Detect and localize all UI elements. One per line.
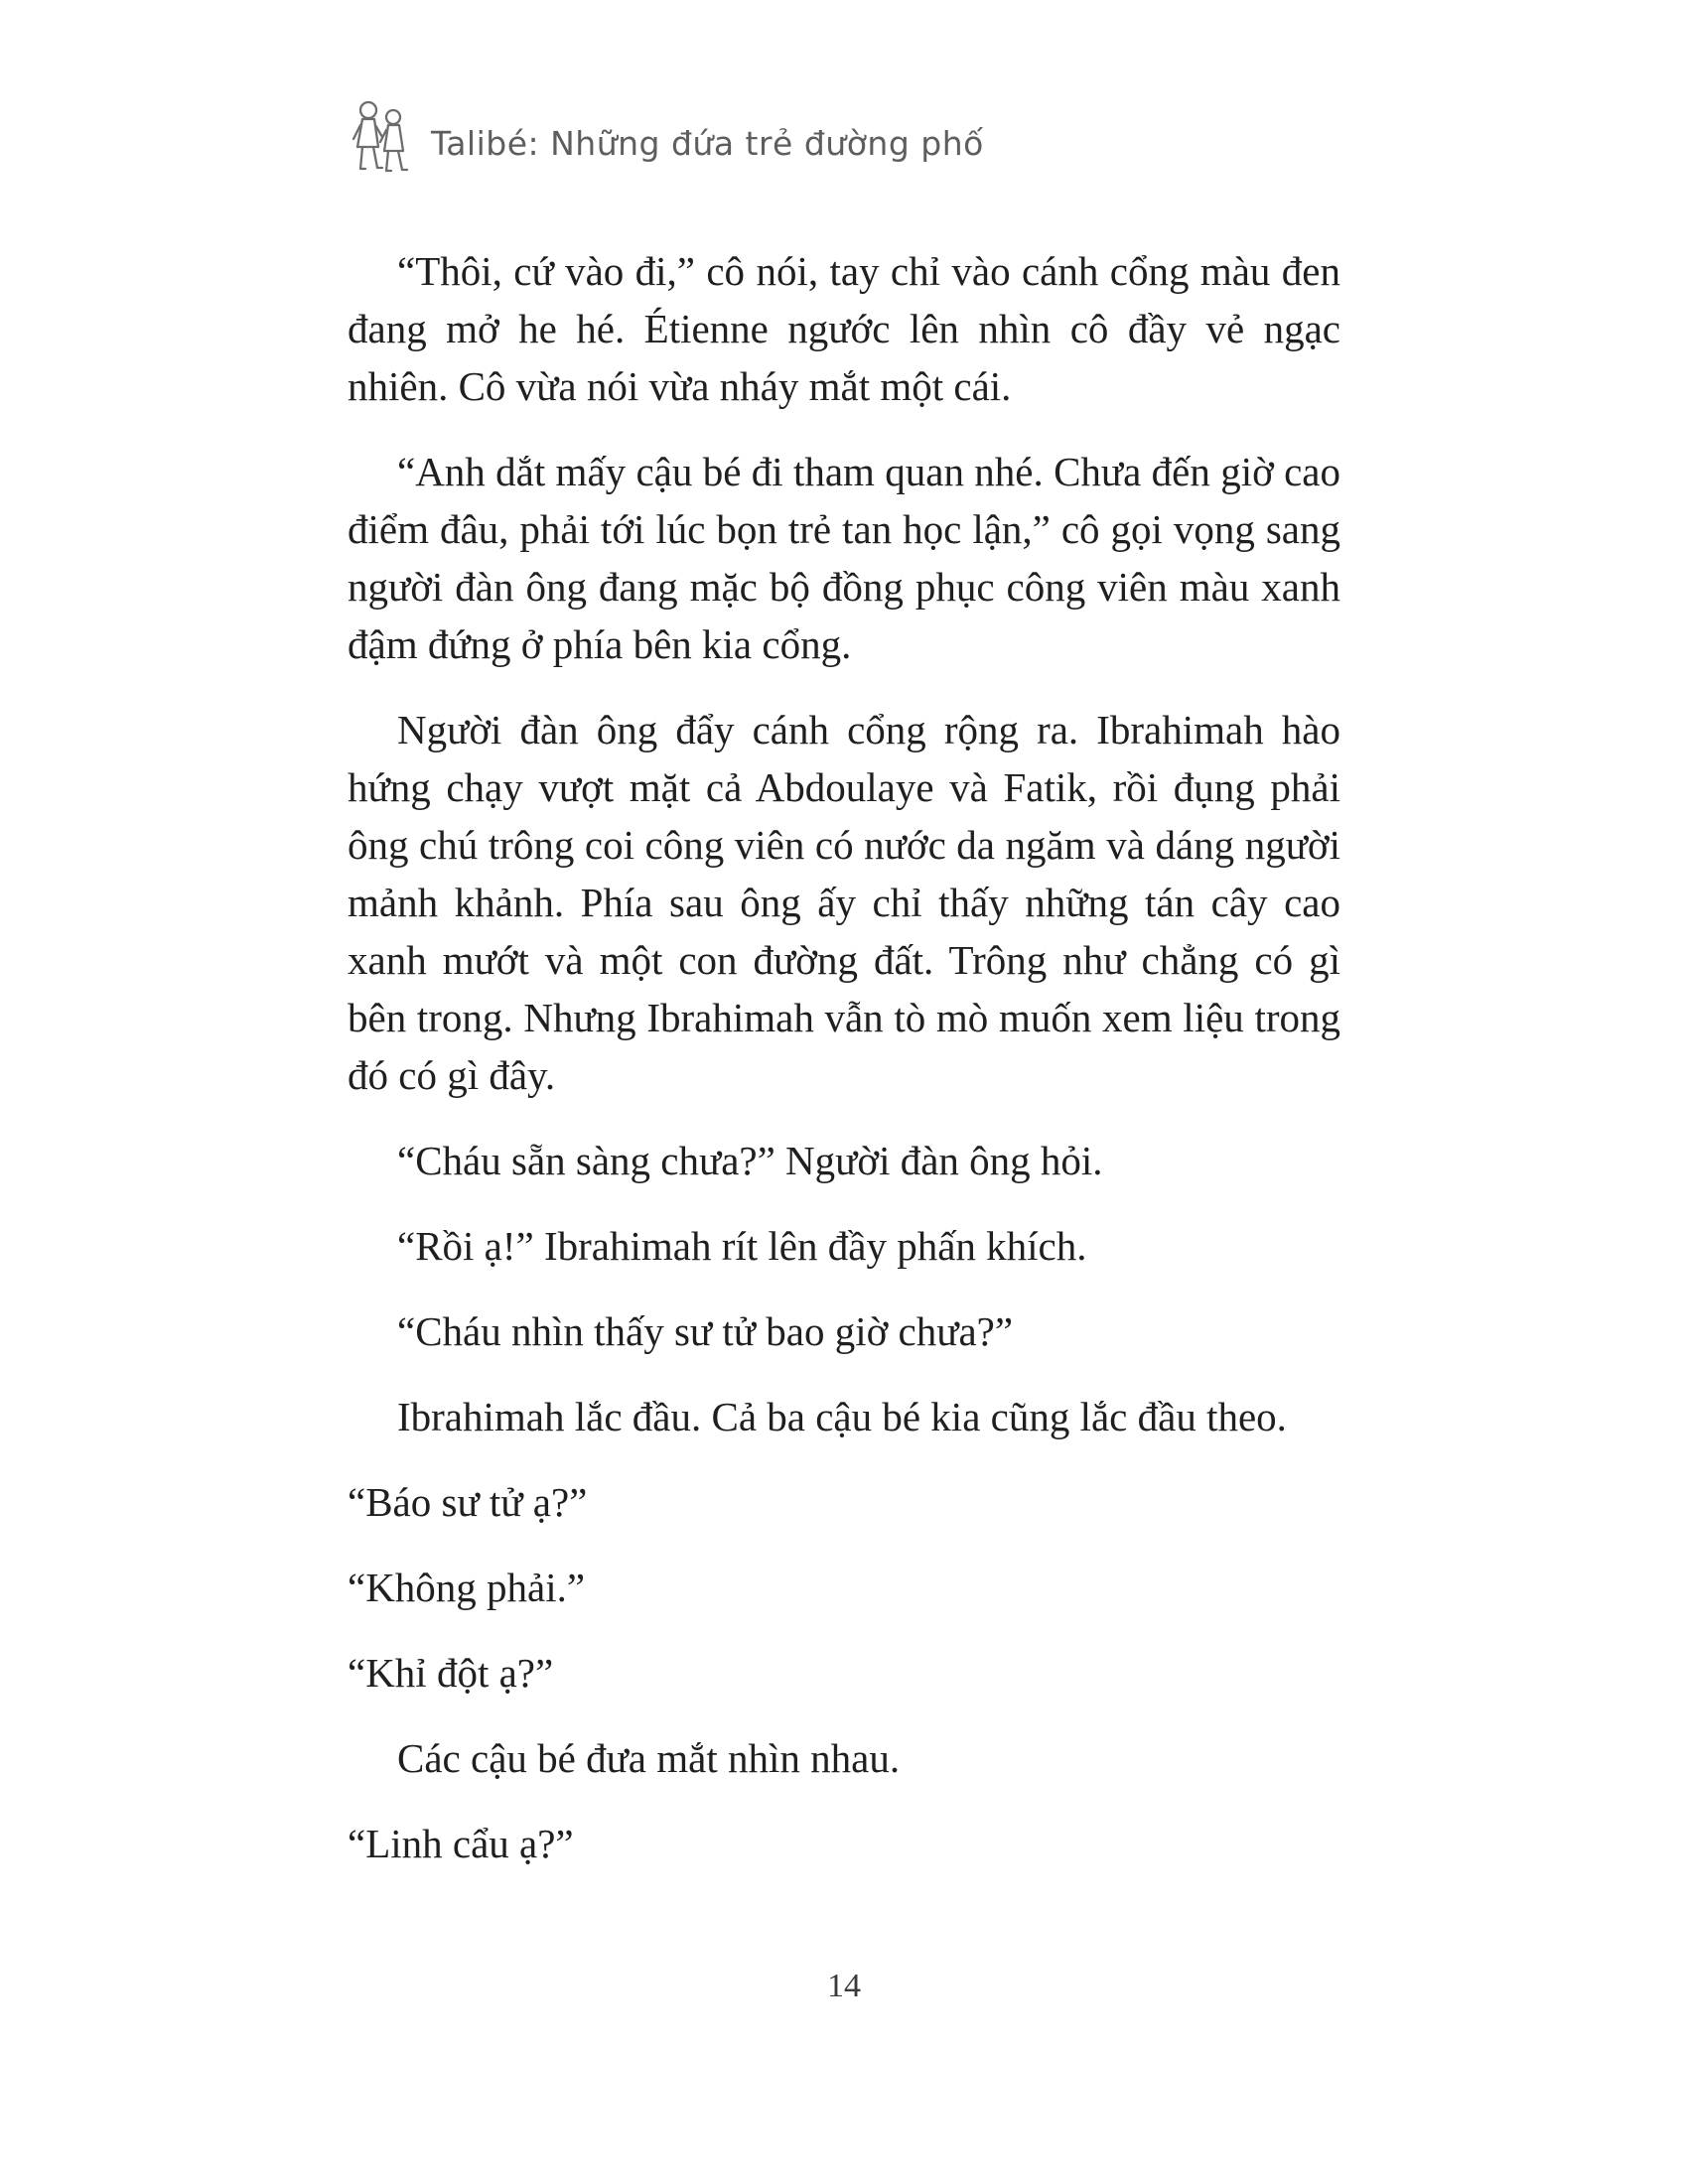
book-title: Talibé: Những đứa trẻ đường phố <box>431 123 984 163</box>
body-paragraph: “Khỉ đột ạ?” <box>348 1650 554 1696</box>
body-paragraph: “Cháu sẵn sàng chưa?” Người đàn ông hỏi. <box>397 1138 1103 1183</box>
body-paragraph: “Thôi, cứ vào đi,” cô nói, tay chỉ vào cánh cổng màu đen đang mở he hé. Étienne ngước lên nhìn cô đầy vẻ ngạc nhiên. Cô vừa nói vừa nháy mắt một cái. <box>348 248 1340 409</box>
body-paragraph: Ibrahimah lắc đầu. Cả ba cậu bé kia cũng lắc đầu theo. <box>397 1394 1287 1439</box>
body-paragraph: “Không phải.” <box>348 1565 586 1610</box>
page-number: 14 <box>827 1968 861 2004</box>
body-paragraph: “Linh cẩu ạ?” <box>348 1821 574 1866</box>
body-paragraph: “Báo sư tử ạ?” <box>348 1479 588 1525</box>
page-footer <box>0 1968 1688 2005</box>
two-children-walking-icon <box>348 97 411 189</box>
body-paragraph: “Anh dắt mấy cậu bé đi tham quan nhé. Chưa đến giờ cao điểm đâu, phải tới lúc bọn trẻ tan học lận,” cô gọi vọng sang người đàn ông đang mặc bộ đồng phục công viên màu xanh đậm đứng ở phía bên kia cổng. <box>348 449 1340 667</box>
content-column <box>348 0 1340 1872</box>
body-paragraph: “Rồi ạ!” Ibrahimah rít lên đầy phấn khích. <box>397 1223 1087 1269</box>
body-paragraph: “Cháu nhìn thấy sư tử bao giờ chưa?” <box>397 1308 1014 1354</box>
body-paragraph: Các cậu bé đưa mắt nhìn nhau. <box>397 1735 901 1781</box>
body-paragraph: Người đàn ông đẩy cánh cổng rộng ra. Ibrahimah hào hứng chạy vượt mặt cả Abdoulaye và Fatik, rồi đụng phải ông chú trông coi công viên có nước da ngăm và dáng người mảnh khảnh. Phía sau ông ấy chỉ thấy những tán cây cao xanh mướt và một con đường đất. Trông như chẳng có gì bên trong. Nhưng Ibrahimah vẫn tò mò muốn xem liệu trong đó có gì đây. <box>348 707 1340 1098</box>
page-header <box>348 0 1340 191</box>
page-body <box>348 242 1340 1872</box>
